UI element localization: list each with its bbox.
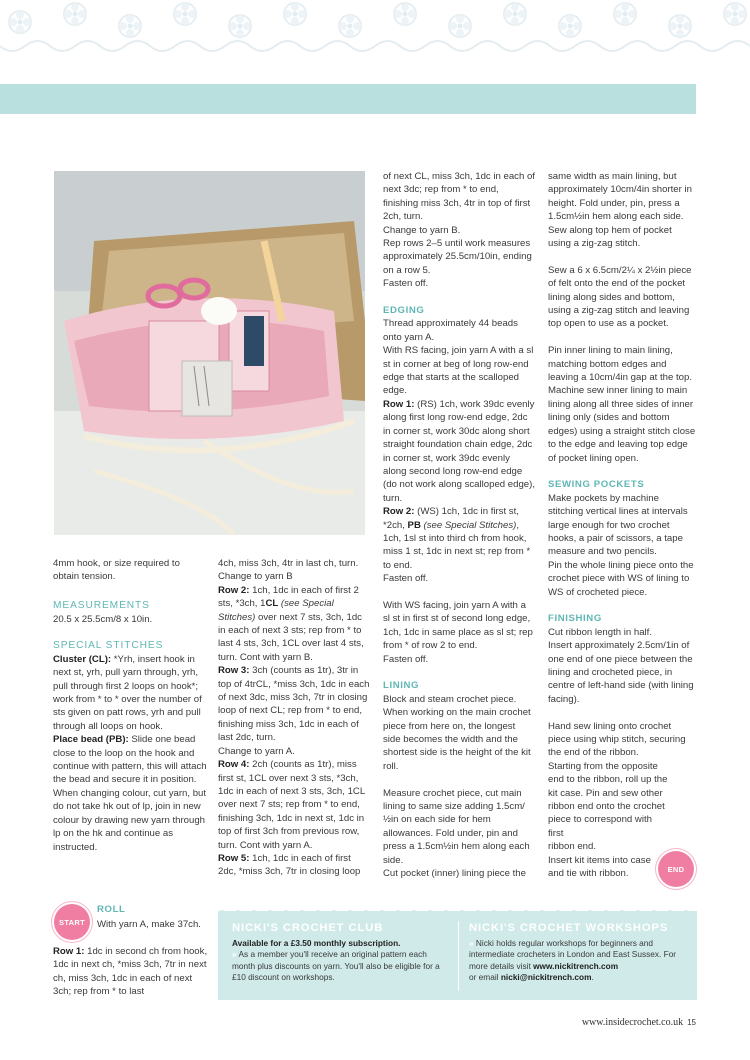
- start-badge: START: [54, 904, 90, 940]
- edging-join: With RS facing, join yarn A with a sl st in corner at beg of long row-end edge that starts at the scalloped edge.: [383, 345, 534, 397]
- header-band: [0, 84, 696, 114]
- edging-heading: EDGING: [383, 305, 425, 317]
- fasten-off-2: Fasten off.: [383, 573, 429, 585]
- finishing-e: ribbon end.: [548, 841, 597, 853]
- workshops-text: » Nicki holds regular workshops for beginners and intermediate crocheters in London and East Sussex. For more details visit www.nickitrench.com: [469, 937, 677, 971]
- crochet-workshops-panel: [469, 923, 691, 984]
- finishing-c: Hand sew lining onto crochet piece using whip stitch, securing the end of the ribbon.: [548, 720, 686, 759]
- place-bead-paragraph: Place bead (PB): Slide one bead close to the loop on the hook and continue with pattern, this will attach the bead and secure it in position.: [53, 734, 207, 786]
- club-lead: Available for a £3.50 monthly subscription.: [232, 937, 401, 948]
- roll-heading: ROLL: [97, 904, 126, 915]
- workshops-email-line: or email nicki@nickitrench.com.: [469, 972, 594, 983]
- lace-header-decoration: [0, 0, 750, 62]
- pocket-lining: same width as main lining, but approximately 10cm/4in shorter in height. Fold under, pin, press a 1.5cm½in hem along each side. Sew along top hem of pocket using a zig-zag stitch.: [548, 171, 692, 250]
- lining-heading: LINING: [383, 680, 420, 692]
- sewing-pockets-heading: SEWING POCKETS: [548, 479, 645, 491]
- row-3: Row 3: 3ch (counts as 1tr), 3tr in top of 4trCL, *miss 3ch, 1dc in each of next 3dc, miss 3ch, 7tr in closing loop of next CL; rep from * to end, finishing miss 3ch, 1dc in each of last 2dc, turn.: [218, 665, 370, 744]
- sewing-pockets-a: Make pockets by machine stitching vertical lines at intervals large enough for two crochet hooks, a pair of scissors, a tape measure and two pencils.: [548, 492, 688, 558]
- footer-url[interactable]: www.insidecrochet.co.uk: [581, 1017, 684, 1028]
- change-yarn-a: Change to yarn A.: [218, 745, 295, 757]
- finishing-g: and tie with ribbon.: [548, 868, 629, 880]
- edging-beads: Thread approximately 44 beads onto yarn A.: [383, 318, 518, 343]
- felt-piece: Sew a 6 x 6.5cm/2¼ x 2½in piece of felt onto the end of the pocket lining along sides and bottom, using a zig-zag stitch and leaving top open to use as a pocket.: [548, 264, 692, 330]
- measurements-heading: MEASUREMENTS: [53, 600, 150, 612]
- hook-intro: 4mm hook, or size required to obtain tension.: [53, 558, 180, 583]
- kit-roll-photo: [54, 171, 365, 535]
- column-2: [218, 557, 370, 879]
- column-3: [383, 170, 535, 880]
- page-footer: [582, 1017, 696, 1028]
- page-number: 15: [687, 1018, 696, 1027]
- special-stitches-heading: SPECIAL STITCHES: [53, 640, 164, 652]
- lining-pocket: Cut pocket (inner) lining piece the: [383, 868, 526, 880]
- lining-block: Block and steam crochet piece. When working on the main crochet piece from here on, the longest side becomes the width and the shortest side is the height of the kit roll.: [383, 693, 531, 772]
- finishing-f: Insert kit items into case: [548, 854, 651, 866]
- row-4: Row 4: 2ch (counts as 1tr), miss first st, 1CL over next 3 sts, *3ch, 1dc in each of next 3 sts, 3ch, 1CL over next 7 sts; rep from * to end, finishing 3ch, 1dc in next st, 1dc in top of first 3ch from previous row, turn. Cont with yarn A.: [218, 759, 365, 851]
- row-5: Row 5: 1ch, 1dc in each of first 2dc, *miss 3ch, 7tr in closing loop: [218, 852, 361, 878]
- row-5-cont: of next CL, miss 3ch, 1dc in each of next 3dc; rep from * to end, finishing miss 3ch, 4tr in top of first 2ch, turn.: [383, 171, 535, 223]
- crochet-club-panel: [232, 923, 446, 984]
- row-2: Row 2: 1ch, 1dc in each of first 2 sts, *3ch, 1CL (see Special Stitches) over next 7 sts, 3ch, 1dc in each of next 3 sts; rep from * to last 4 sts, 3ch, 1CL over last 4 sts, turn. Cont with yarn B.: [218, 584, 364, 663]
- club-divider: [458, 921, 459, 991]
- club-text: » As a member you'll receive an original pattern each month plus discounts on yarn. You'll also be eligible for a £10 discount on workshops.: [232, 949, 440, 983]
- finishing-b: Insert approximately 2.5cm/1in of one end of one piece between the lining and crocheted piece, in centre of left-hand side (with lining facing).: [548, 640, 694, 705]
- fasten-off-3: Fasten off.: [383, 653, 429, 665]
- club-heading: NICKI'S CROCHET CLUB: [232, 922, 384, 934]
- finishing-a: Cut ribbon length in half.: [548, 626, 652, 638]
- change-yarn-b-2: Change to yarn B.: [383, 224, 461, 236]
- edging-row-2: Row 2: (WS) 1ch, 1dc in first st, *2ch, PB (see Special Stitches), 1ch, 1sl st into third ch from hook, miss 1 st, 1dc in next st; rep from * to end.: [383, 506, 531, 571]
- lining-measure: Measure crochet piece, cut main lining to same size adding 1.5cm/½in on each side for hem allowances. Fold under, pin and press a 1.5cm½in hem along each side.: [383, 787, 530, 866]
- fasten-off-1: Fasten off.: [383, 278, 429, 290]
- finishing-d: Starting from the opposite end to the ribbon, roll up the kit case. Pin and sew other ribbon end onto the crochet piece to correspond with first: [548, 760, 668, 839]
- column-4: [548, 170, 696, 880]
- ws-facing: With WS facing, join yarn A with a sl st in first st of second long edge, 1ch, 1dc in same place as sl st; rep from * of row 2 to end.: [383, 599, 533, 652]
- arrow-icon: »: [232, 949, 237, 960]
- arrow-icon: »: [469, 937, 474, 948]
- sewing-pockets-b: Pin the whole lining piece onto the crochet piece with WS of lining to WS of crocheted piece.: [548, 559, 694, 598]
- end-badge: END: [658, 851, 694, 887]
- roll-intro: With yarn A, make 37ch.: [97, 919, 201, 930]
- edging-row-1: Row 1: (RS) 1ch, work 39dc evenly along first long row-end edge, 2dc in corner st, work 30dc along short straight foundation chain edge, 2dc in corner st, work 39dc evenly along second long row-end edge (do not work along scalloped edge), turn.: [383, 398, 535, 504]
- cluster-paragraph: Cluster (CL): *Yrh, insert hook in next st, yrh, pull yarn through, yrh, pull through first 2 loops on hook*; work from * to * over the number of sts given on patt rows, yrh and pull through all loops on hook.: [53, 653, 202, 732]
- workshops-site-link[interactable]: www.nickitrench.com: [533, 960, 619, 971]
- colour-change-text: When changing colour, cut yarn, but do not take hk out of lp, join in new colour by drawing new yarn through lp on the hk and continue as instructed.: [53, 787, 207, 853]
- repeat-rows: Rep rows 2–5 until work measures approximately 25.5cm/10in, ending on a row 5.: [383, 238, 532, 276]
- measurements-text: 20.5 x 25.5cm/8 x 10in.: [53, 613, 153, 625]
- column-1: [53, 557, 208, 854]
- row-1-end: 4ch, miss 3ch, 4tr in last ch, turn.: [218, 558, 359, 569]
- roll-row-1: Row 1: 1dc in second ch from hook, 1dc in next ch, *miss 3ch, 7tr in next ch, miss 3ch, 1dc in each of next 3ch; rep from * to last: [53, 946, 208, 998]
- change-yarn-b: Change to yarn B: [218, 571, 293, 583]
- workshops-email-link[interactable]: nicki@nickitrench.com: [500, 972, 592, 983]
- pin-lining: Pin inner lining to main lining, matching bottom edges and leaving a 10cm/4in gap at the top. Machine sew inner lining to main lining along all three sides of inner lining only (sides and bottom edges) using a straight stitch close to the edge and leaving top edge of pocket lining open.: [548, 345, 696, 464]
- workshops-heading: NICKI'S CROCHET WORKSHOPS: [469, 922, 669, 934]
- finishing-heading: FINISHING: [548, 613, 602, 625]
